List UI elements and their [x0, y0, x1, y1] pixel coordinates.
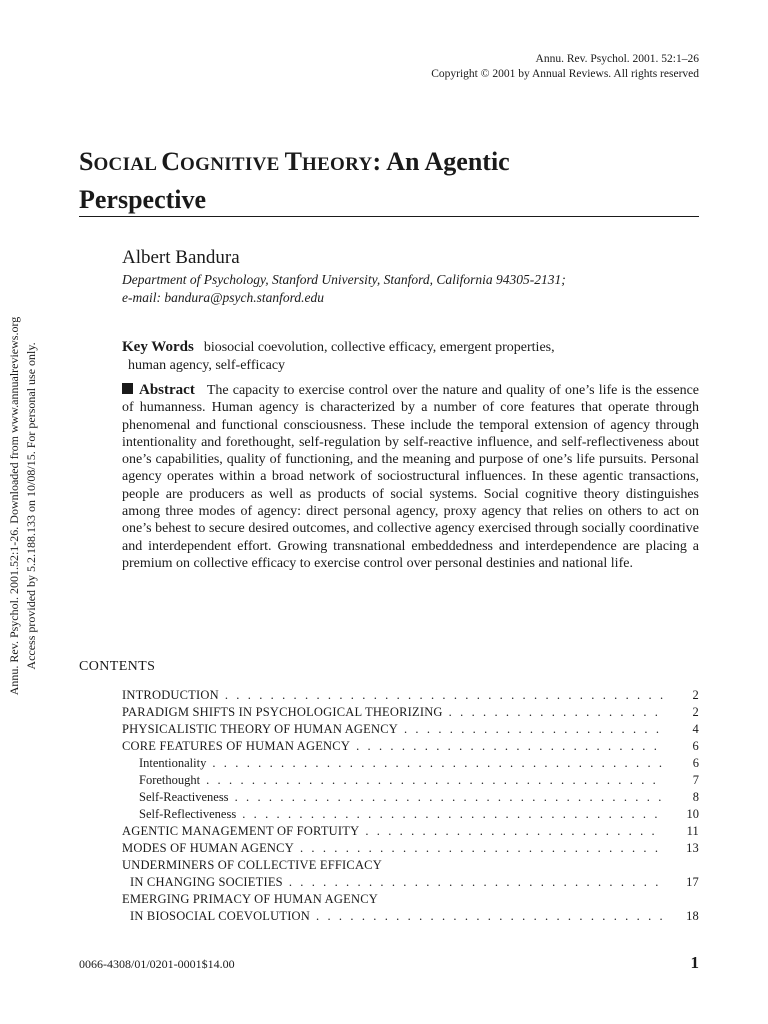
toc-entry[interactable]: [122, 738, 699, 755]
toc-entry-page: 17: [686, 875, 699, 889]
download-notice-line-1: Annu. Rev. Psychol. 2001.52:1-26. Downloaded from www.annualreviews.org: [7, 316, 21, 696]
toc-entry-label: Forethought: [139, 773, 201, 787]
toc-entry-label: INTRODUCTION: [122, 688, 219, 702]
toc-entry-continuation[interactable]: [122, 908, 699, 925]
toc-entry[interactable]: [122, 840, 699, 857]
toc-entry-page: 2: [692, 705, 699, 719]
title-divider: [79, 216, 699, 217]
toc-entry[interactable]: [122, 823, 699, 840]
toc-subentry[interactable]: [122, 755, 699, 772]
toc-entry-page: 11: [686, 824, 699, 838]
toc-entry-page: 13: [686, 841, 699, 855]
copyright-notice: Copyright © 2001 by Annual Reviews. All rights reserved: [431, 68, 699, 80]
title-smallcaps: SOCIAL COGNITIVE THEORY: [79, 147, 373, 176]
toc-leader: [289, 874, 663, 891]
toc-entry[interactable]: [122, 891, 699, 908]
toc-leader: [449, 704, 663, 721]
toc-entry-label: Self-Reflectiveness: [139, 807, 237, 821]
toc-leader: [242, 806, 663, 823]
toc-entry-page: 6: [692, 739, 699, 753]
toc-entry[interactable]: [122, 721, 699, 738]
toc-entry-label: UNDERMINERS OF COLLECTIVE EFFICACY: [122, 858, 382, 872]
author-affiliation-block: [122, 271, 682, 306]
toc-subentry[interactable]: [122, 789, 699, 806]
toc-entry-label: IN BIOSOCIAL COEVOLUTION: [130, 909, 311, 923]
download-notice-line-2: Access provided by 5.2.188.133 on 10/08/15. For personal use only.: [24, 342, 38, 670]
article-code: 0066-4308/01/0201-0001$14.00: [79, 957, 235, 971]
toc-leader: [356, 738, 663, 755]
toc-entry-label: CORE FEATURES OF HUMAN AGENCY: [122, 739, 351, 753]
abstract-label: Abstract: [139, 382, 195, 398]
toc-entry[interactable]: [122, 687, 699, 704]
title-line-2: Perspective: [79, 185, 207, 214]
toc-entry-label: Intentionality: [139, 756, 207, 770]
author-name: Albert Bandura: [122, 247, 240, 268]
toc-entry-page: 8: [692, 790, 699, 804]
toc-leader: [404, 721, 663, 738]
toc-entry-label: EMERGING PRIMACY OF HUMAN AGENCY: [122, 892, 378, 906]
keywords-line-2: human agency, self-efficacy: [128, 358, 286, 373]
keywords-label: Key Words: [122, 339, 194, 355]
toc-entry-label: AGENTIC MANAGEMENT OF FORTUITY: [122, 824, 360, 838]
square-bullet-icon: [122, 383, 133, 394]
abstract-section: [122, 382, 699, 572]
keywords-section: [122, 338, 682, 375]
journal-citation: Annu. Rev. Psychol. 2001. 52:1–26: [535, 53, 699, 65]
toc-subentry[interactable]: [122, 806, 699, 823]
toc-entry-label: PARADIGM SHIFTS IN PSYCHOLOGICAL THEORIZING: [122, 705, 443, 719]
author-email: e-mail: bandura@psych.stanford.edu: [122, 289, 325, 305]
title-rest: : An Agentic: [372, 147, 510, 176]
toc-entry-continuation[interactable]: [122, 874, 699, 891]
toc-leader: [225, 687, 663, 704]
toc-entry-label: IN CHANGING SOCIETIES: [130, 875, 283, 889]
contents-heading: CONTENTS: [79, 659, 156, 674]
toc-leader: [316, 908, 663, 925]
toc-leader: [365, 823, 663, 840]
toc-entry-page: 10: [686, 807, 699, 821]
keywords-line-1: biosocial coevolution, collective efficacy, emergent properties,: [203, 340, 555, 355]
toc-entry-page: 7: [692, 773, 699, 787]
toc-leader: [235, 789, 663, 806]
journal-reference: [431, 52, 699, 82]
page-number: 1: [690, 953, 699, 972]
toc-entry-page: 4: [692, 722, 699, 736]
toc-leader: [206, 772, 663, 789]
toc-entry-page: 2: [692, 688, 699, 702]
toc-entry-page: 6: [692, 756, 699, 770]
toc-entry-label: MODES OF HUMAN AGENCY: [122, 841, 294, 855]
table-of-contents: [122, 687, 699, 925]
toc-subentry[interactable]: [122, 772, 699, 789]
toc-entry-label: Self-Reactiveness: [139, 790, 229, 804]
author-affiliation: Department of Psychology, Stanford University, Stanford, California 94305-2131;: [122, 272, 566, 287]
toc-leader: [300, 840, 663, 857]
toc-entry-label: PHYSICALISTIC THEORY OF HUMAN AGENCY: [122, 722, 398, 736]
toc-entry[interactable]: [122, 857, 699, 874]
toc-entry[interactable]: [122, 704, 699, 721]
toc-entry-page: 18: [686, 909, 699, 923]
toc-leader: [212, 755, 663, 772]
abstract-text: The capacity to exercise control over the nature and quality of one’s life is the essence of humanness. Human agency is characterized by a number of core features that operate through phenomenal and functional consciousness. These include the temporal extension of agency through intentionality and forethought, self-regulation by self-reactive influence, and self-reflectiveness about one’s capabilities, quality of functioning, and the meaning and purpose of one’s life pursuits. Personal agency operates within a broad network of sociostructural influences. In these agentic transactions, people are producers as well as products of social systems. Social cognitive theory distinguishes among three modes of agency: direct personal agency, proxy agency that relies on others to act on one’s behest to secure desired outcomes, and collective agency exercised through socially coordinative and interdependent effort. Growing transnational embeddedness and interdependence are placing a premium on collective efficacy to exercise control over personal destinies and national life.: [122, 383, 699, 571]
article-title: [79, 144, 699, 217]
download-notice: [6, 296, 46, 716]
